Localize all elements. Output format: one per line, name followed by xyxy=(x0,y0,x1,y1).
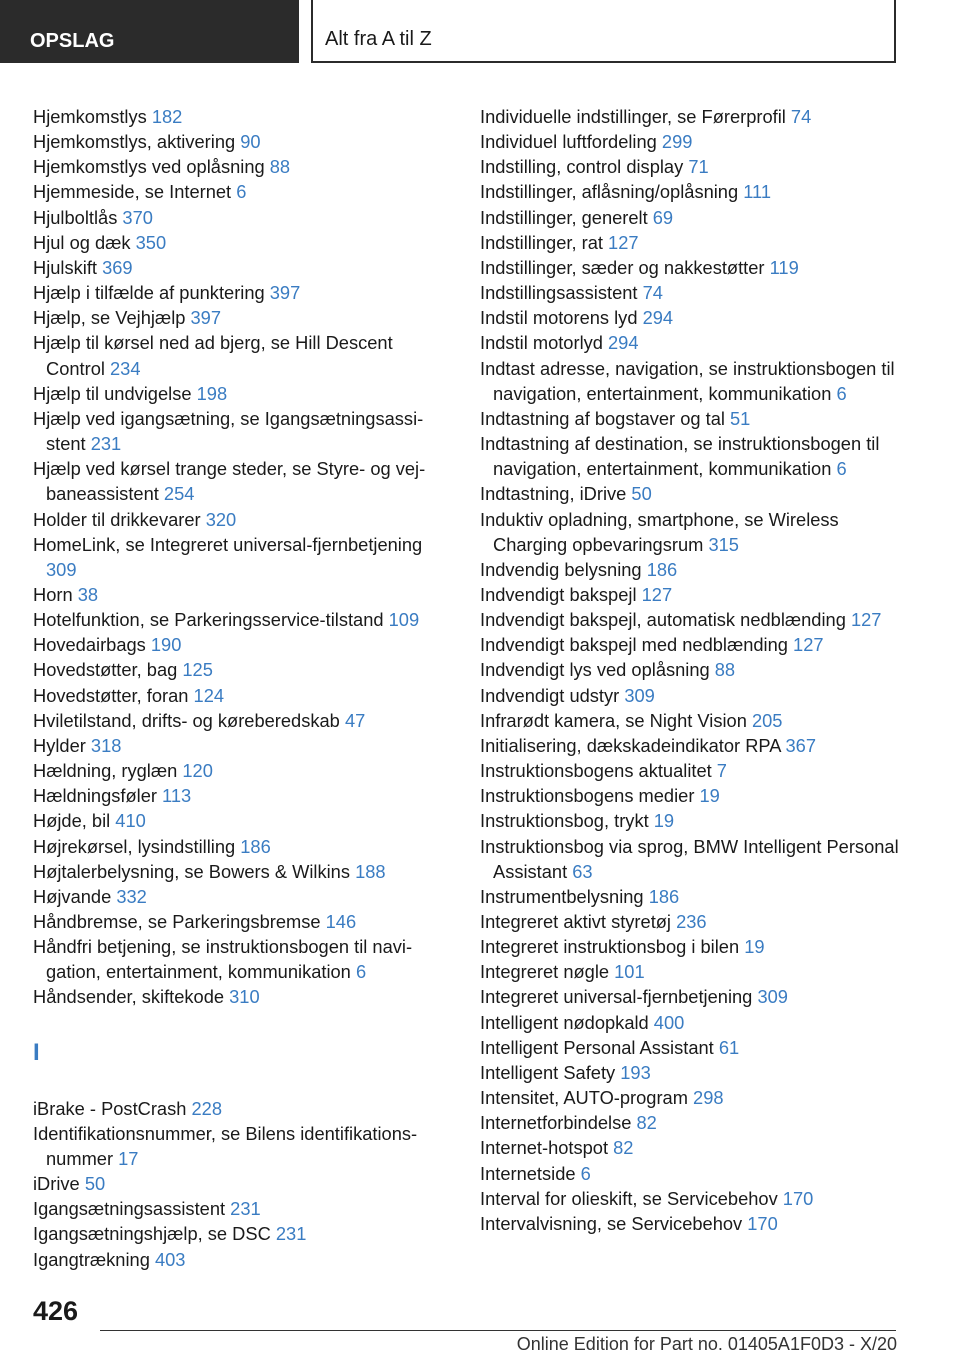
index-entry xyxy=(33,230,453,255)
index-entry xyxy=(480,205,900,230)
index-page-link[interactable]: 403 xyxy=(154,1248,186,1270)
section-letter: I xyxy=(33,1038,40,1066)
index-entry-text: Infrarødt kamera, se Night Vision xyxy=(480,709,752,731)
header-subsection-label: Alt fra A til Z xyxy=(325,28,432,50)
index-entry-text: Integreret instruktionsbog i bilen xyxy=(480,936,745,958)
index-entry xyxy=(33,1121,453,1171)
index-page-link[interactable]: 125 xyxy=(182,659,213,681)
index-entry xyxy=(33,632,453,657)
index-page-link[interactable]: 127 xyxy=(641,583,673,605)
index-entry xyxy=(480,834,900,884)
index-entry xyxy=(480,884,900,909)
index-entry xyxy=(33,532,453,582)
index-list-i xyxy=(33,1096,453,1272)
index-entry-text: Indvendig belysning xyxy=(480,558,647,580)
index-entry-text: Internetside xyxy=(480,1162,581,1184)
index-entry-text: Indstillinger, generelt xyxy=(480,206,653,228)
index-entry-text: Højrekørsel, lysindstilling xyxy=(33,835,241,857)
index-entry xyxy=(480,230,900,255)
index-entry xyxy=(33,507,453,532)
header-section-tab xyxy=(0,0,299,63)
index-entry-text: Integreret nøgle xyxy=(480,961,615,983)
index-page-link[interactable]: 17 xyxy=(118,1147,139,1169)
index-page-link[interactable]: 74 xyxy=(642,282,663,304)
index-entry xyxy=(33,154,453,179)
index-entry xyxy=(33,456,453,506)
index-entry-text: Intelligent Personal Assistant xyxy=(480,1036,719,1058)
index-entry-text: Hældningsføler xyxy=(33,785,163,807)
index-entry-text: Indtastning af bogstaver og tal xyxy=(480,407,731,429)
index-page-link[interactable]: 294 xyxy=(608,332,639,354)
index-entry-text: Horn xyxy=(33,583,78,605)
index-entry-text: Indtast adresse, navigation, se instruktionsbogen til navigation, entertainment, kommunikation xyxy=(480,357,895,404)
index-list-h xyxy=(33,104,453,1010)
index-page-link[interactable]: 50 xyxy=(84,1173,106,1195)
index-page-link[interactable]: 61 xyxy=(718,1036,740,1058)
index-entry xyxy=(33,330,453,380)
index-page-link[interactable]: 318 xyxy=(90,734,122,756)
index-page-link[interactable]: 127 xyxy=(608,231,639,253)
index-entry xyxy=(480,1135,900,1160)
index-entry-text: Initialisering, dækskadeindikator RPA xyxy=(480,734,786,756)
index-page-link[interactable]: 113 xyxy=(162,785,192,807)
index-page-link[interactable]: 19 xyxy=(653,810,675,832)
index-entry xyxy=(480,934,900,959)
index-entry-text: Individuel luftfordeling xyxy=(480,131,662,153)
index-entry xyxy=(480,708,900,733)
index-entry-text: Hviletilstand, drifts- og køreberedskab xyxy=(33,709,345,731)
index-entry xyxy=(480,1161,900,1186)
index-entry xyxy=(480,683,900,708)
index-entry xyxy=(480,104,900,129)
index-entry-text: Indvendigt bakspejl xyxy=(480,583,642,605)
index-entry xyxy=(480,557,900,582)
index-entry-text: Højvande xyxy=(33,885,117,907)
footer-edition: Online Edition for Part no. 01405A1F0D3 - X/20 xyxy=(516,1334,897,1354)
index-entry-text: Indvendigt bakspejl med nedblænding xyxy=(480,634,794,656)
index-entry xyxy=(33,708,453,733)
index-entry xyxy=(480,733,900,758)
index-entry xyxy=(480,758,900,783)
index-entry-text: Instruktionsbog via sprog, BMW Intelligent Personal Assistant xyxy=(480,835,899,882)
index-entry-text: Indvendigt udstyr xyxy=(480,684,625,706)
index-page-link[interactable]: 309 xyxy=(624,684,655,706)
index-entry xyxy=(480,406,900,431)
index-entry-text: Hjemkomstlys, aktivering xyxy=(33,131,241,153)
index-page-link[interactable]: 228 xyxy=(191,1097,223,1119)
index-entry xyxy=(480,1186,900,1211)
index-entry-text: Hjælp til kørsel ned ad bjerg, se Hill Descent Control xyxy=(33,332,393,379)
index-entry-text: Hjulskift xyxy=(33,256,103,278)
index-page-link[interactable]: 236 xyxy=(676,911,707,932)
index-page-link[interactable]: 47 xyxy=(344,709,366,731)
index-entry xyxy=(480,507,900,557)
index-entry xyxy=(33,884,453,909)
index-entry-text: Håndsender, skiftekode xyxy=(33,986,230,1008)
index-entry xyxy=(480,582,900,607)
index-entry xyxy=(33,205,453,230)
index-entry-text: Hjemkomstlys ved oplåsning xyxy=(33,156,270,178)
index-entry xyxy=(33,758,453,783)
index-entry xyxy=(33,280,453,305)
index-page-link[interactable]: 119 xyxy=(769,256,799,278)
index-page-link[interactable]: 254 xyxy=(163,483,195,505)
index-entry-text: Indstillinger, sæder og nakkestøtter xyxy=(480,256,770,278)
index-entry xyxy=(33,305,453,330)
index-page-link[interactable]: 369 xyxy=(102,256,133,278)
index-entry-text: Højde, bil xyxy=(33,810,116,832)
header-section-label: OPSLAG xyxy=(30,30,115,52)
index-entry xyxy=(480,280,900,305)
index-page-link[interactable]: 294 xyxy=(642,307,674,329)
index-page-link[interactable]: 74 xyxy=(790,106,812,127)
index-entry-text: Hjælp i tilfælde af punktering xyxy=(33,282,270,304)
index-column-left xyxy=(33,104,453,1272)
index-entry xyxy=(480,154,900,179)
index-entry-text: Interval for olieskift, se Servicebehov xyxy=(480,1187,783,1209)
index-entry-text: Håndbremse, se Parkeringsbremse xyxy=(33,911,326,932)
index-entry-text: Internet-hotspot xyxy=(480,1137,614,1159)
index-entry-text: Indtastning, iDrive xyxy=(480,483,632,505)
index-page-link[interactable]: 309 xyxy=(46,558,77,580)
index-page-link[interactable]: 193 xyxy=(620,1061,651,1083)
index-entry-text: Højtalerbelysning, se Bowers & Wilkins xyxy=(33,860,356,882)
index-entry-text: Hylder xyxy=(33,734,91,756)
index-entry-text: Induktiv opladning, smartphone, se Wireless Charging opbevaringsrum xyxy=(480,508,839,555)
index-entry xyxy=(480,1211,900,1236)
index-entry xyxy=(33,657,453,682)
index-entry xyxy=(480,431,900,481)
index-entry-text: Hotelfunktion, se Parkeringsservice-tilstand xyxy=(33,609,389,631)
index-page-link[interactable]: 370 xyxy=(122,206,153,228)
index-entry-text: Intelligent Safety xyxy=(480,1061,621,1083)
index-entry-text: Hjælp til undvigelse xyxy=(33,382,197,404)
index-page-link[interactable]: 19 xyxy=(744,936,765,958)
index-page-link[interactable]: 19 xyxy=(699,785,720,807)
index-page-link[interactable]: 127 xyxy=(793,634,824,656)
index-entry-text: Hjælp ved kørsel trange steder, se Styre- og vejbaneassistent xyxy=(33,458,426,505)
header-subsection-tab xyxy=(311,0,896,63)
index-page-link[interactable]: 298 xyxy=(693,1087,724,1109)
index-page-link[interactable]: 109 xyxy=(388,609,420,631)
index-entry-text: Instruktionsbog, trykt xyxy=(480,810,654,832)
index-page-link[interactable]: 7 xyxy=(716,760,727,782)
index-entry-text: Integreret universal-fjernbetjening xyxy=(480,986,758,1008)
index-page-link[interactable]: 186 xyxy=(648,885,680,907)
index-entry-text: iDrive xyxy=(33,1173,85,1195)
index-page-link[interactable]: 231 xyxy=(275,1223,307,1245)
index-page-link[interactable]: 88 xyxy=(269,156,291,178)
index-page-link[interactable]: 111 xyxy=(743,181,772,203)
index-entry xyxy=(33,104,453,129)
index-page-link[interactable]: 90 xyxy=(240,131,261,153)
index-entry xyxy=(480,305,900,330)
index-entry xyxy=(33,683,453,708)
index-entry-text: Hovedstøtter, bag xyxy=(33,659,183,681)
index-entry-text: Instrumentbelysning xyxy=(480,885,649,907)
index-entry-text: Igangsætningsassistent xyxy=(33,1198,231,1220)
index-entry xyxy=(480,808,900,833)
index-page-link[interactable]: 124 xyxy=(193,684,225,706)
index-page-link[interactable]: 397 xyxy=(190,307,222,329)
index-entry xyxy=(33,129,453,154)
index-page-link[interactable]: 234 xyxy=(110,357,141,379)
index-entry xyxy=(33,1096,453,1121)
index-entry xyxy=(480,1060,900,1085)
index-entry xyxy=(480,909,900,934)
index-page-link[interactable]: 315 xyxy=(708,533,739,555)
index-entry-text: Hjælp ved igangsætning, se Igangsætningsassistent xyxy=(33,407,424,455)
index-entry-text: Indtastning af destination, se instruktionsbogen til navigation, entertainment, kommunikation xyxy=(480,433,880,480)
index-page-link[interactable]: 51 xyxy=(730,407,751,429)
index-column-right xyxy=(480,104,900,1236)
index-page-link[interactable]: 231 xyxy=(90,433,122,455)
index-entry-text: Indstillinger, aflåsning/oplåsning xyxy=(480,181,744,203)
index-entry-text: Holder til drikkevarer xyxy=(33,508,206,530)
index-entry xyxy=(33,984,453,1009)
index-entry xyxy=(480,607,900,632)
index-entry xyxy=(480,783,900,808)
index-entry xyxy=(33,381,453,406)
index-entry-text: Indstil motorlyd xyxy=(480,332,609,354)
index-entry xyxy=(480,632,900,657)
index-entry-text: Hjælp, se Vejhjælp xyxy=(33,307,191,329)
index-page-link[interactable]: 350 xyxy=(135,231,167,253)
index-page-link[interactable]: 6 xyxy=(836,382,847,404)
index-entry xyxy=(480,330,900,355)
index-entry xyxy=(480,1085,900,1110)
index-entry-text: iBrake - PostCrash xyxy=(33,1097,192,1119)
index-page-link[interactable]: 6 xyxy=(355,961,367,983)
index-page-link[interactable]: 186 xyxy=(646,558,678,580)
index-page-link[interactable]: 101 xyxy=(614,961,645,983)
index-page-link[interactable]: 50 xyxy=(631,483,652,505)
index-entry xyxy=(480,356,900,406)
index-entry-text: Identifikationsnummer, se Bilens identifikationsnummer xyxy=(33,1122,418,1169)
index-entry xyxy=(33,909,453,934)
index-entry xyxy=(33,1171,453,1196)
index-entry-text: HomeLink, se Integreret universal-fjernbetjening xyxy=(33,533,423,555)
index-entry xyxy=(33,859,453,884)
index-page-link[interactable]: 310 xyxy=(229,986,260,1008)
index-entry xyxy=(33,607,453,632)
index-entry-text: Hovedstøtter, foran xyxy=(33,684,194,706)
index-page-link[interactable]: 6 xyxy=(236,181,247,203)
index-entry xyxy=(480,129,900,154)
footer-divider xyxy=(100,1330,896,1331)
index-entry-text: Internetforbindelse xyxy=(480,1112,637,1134)
index-entry-text: Hovedairbags xyxy=(33,634,151,656)
index-entry xyxy=(480,481,900,506)
page-number: 426 xyxy=(33,1296,79,1326)
index-entry-text: Hjul og dæk xyxy=(33,231,136,253)
index-page-link[interactable]: 71 xyxy=(688,156,709,178)
index-page-link[interactable]: 38 xyxy=(77,583,99,605)
index-entry-text: Intensitet, AUTO-program xyxy=(480,1087,694,1109)
index-list-right xyxy=(480,104,900,1236)
index-page-link[interactable]: 397 xyxy=(269,282,301,304)
index-entry xyxy=(33,1221,453,1246)
index-page-link[interactable]: 186 xyxy=(240,835,271,857)
index-entry-text: Indstillingsassistent xyxy=(480,282,643,304)
index-entry-text: Indstil motorens lyd xyxy=(480,307,643,329)
index-entry xyxy=(33,783,453,808)
index-page-link[interactable]: 332 xyxy=(116,885,147,907)
index-page-link[interactable]: 190 xyxy=(150,634,182,656)
index-entry xyxy=(33,179,453,204)
index-entry-text: Indvendigt lys ved oplåsning xyxy=(480,659,715,681)
index-entry xyxy=(33,1196,453,1221)
index-entry xyxy=(33,582,453,607)
index-entry-text: Håndfri betjening, se instruktionsbogen til navigation, entertainment, kommunikation xyxy=(33,936,413,983)
index-entry-text: Indvendigt bakspejl, automatisk nedblænding xyxy=(480,609,851,631)
index-page-link[interactable]: 127 xyxy=(850,609,882,631)
index-entry xyxy=(480,657,900,682)
index-entry-text: Indstilling, control display xyxy=(480,156,689,178)
index-page-link[interactable]: 120 xyxy=(182,760,213,782)
index-entry-text: Indstillinger, rat xyxy=(480,231,609,253)
index-entry-text: Instruktionsbogens medier xyxy=(480,785,700,807)
index-page-link[interactable]: 320 xyxy=(205,508,237,530)
index-page-link[interactable]: 231 xyxy=(230,1198,261,1220)
index-entry-text: Individuelle indstillinger, se Førerprofil xyxy=(480,106,791,127)
index-page-link[interactable]: 6 xyxy=(836,458,847,480)
index-page-link[interactable]: 188 xyxy=(355,860,386,882)
index-page-link[interactable]: 170 xyxy=(782,1187,814,1209)
index-entry-text: Hjulboltlås xyxy=(33,206,123,228)
index-page-link[interactable]: 198 xyxy=(196,382,228,404)
index-entry-text: Integreret aktivt styretøj xyxy=(480,911,677,932)
index-entry xyxy=(480,1110,900,1135)
index-page-link[interactable]: 6 xyxy=(580,1162,591,1184)
index-entry xyxy=(33,406,453,456)
index-page-link[interactable]: 400 xyxy=(653,1011,685,1033)
index-page-link[interactable]: 299 xyxy=(661,131,693,153)
index-entry-text: Hældning, ryglæn xyxy=(33,760,183,782)
index-entry-text: Instruktionsbogens aktualitet xyxy=(480,760,717,782)
index-page-link[interactable]: 410 xyxy=(115,810,146,832)
index-entry-text: Intelligent nødopkald xyxy=(480,1011,654,1033)
index-entry xyxy=(33,733,453,758)
index-entry xyxy=(480,179,900,204)
index-entry xyxy=(480,984,900,1009)
index-page-link[interactable]: 88 xyxy=(714,659,736,681)
index-entry-text: Hjemmeside, se Internet xyxy=(33,181,237,203)
index-page-link[interactable]: 170 xyxy=(747,1212,778,1234)
index-entry-text: Intervalvisning, se Servicebehov xyxy=(480,1212,748,1234)
index-entry xyxy=(33,255,453,280)
index-page-link[interactable]: 367 xyxy=(785,734,817,756)
index-page-link[interactable]: 182 xyxy=(151,106,183,127)
index-page-link[interactable]: 69 xyxy=(652,206,674,228)
index-entry-text: Igangsætningshjælp, se DSC xyxy=(33,1223,276,1245)
index-page-link[interactable]: 82 xyxy=(613,1137,634,1159)
index-entry-text: Hjemkomstlys xyxy=(33,106,152,127)
index-entry xyxy=(480,255,900,280)
index-entry xyxy=(33,834,453,859)
index-page-link[interactable]: 309 xyxy=(757,986,788,1008)
index-entry xyxy=(33,1247,453,1272)
index-entry-text: Igangtrækning xyxy=(33,1248,155,1270)
index-entry xyxy=(33,808,453,833)
index-entry xyxy=(480,959,900,984)
index-page-link[interactable]: 205 xyxy=(751,709,783,731)
index-entry xyxy=(480,1010,900,1035)
index-entry xyxy=(480,1035,900,1060)
index-page-link[interactable]: 63 xyxy=(572,860,593,882)
index-page-link[interactable]: 82 xyxy=(636,1112,657,1134)
index-page-link[interactable]: 146 xyxy=(325,911,357,932)
index-entry xyxy=(33,934,453,984)
